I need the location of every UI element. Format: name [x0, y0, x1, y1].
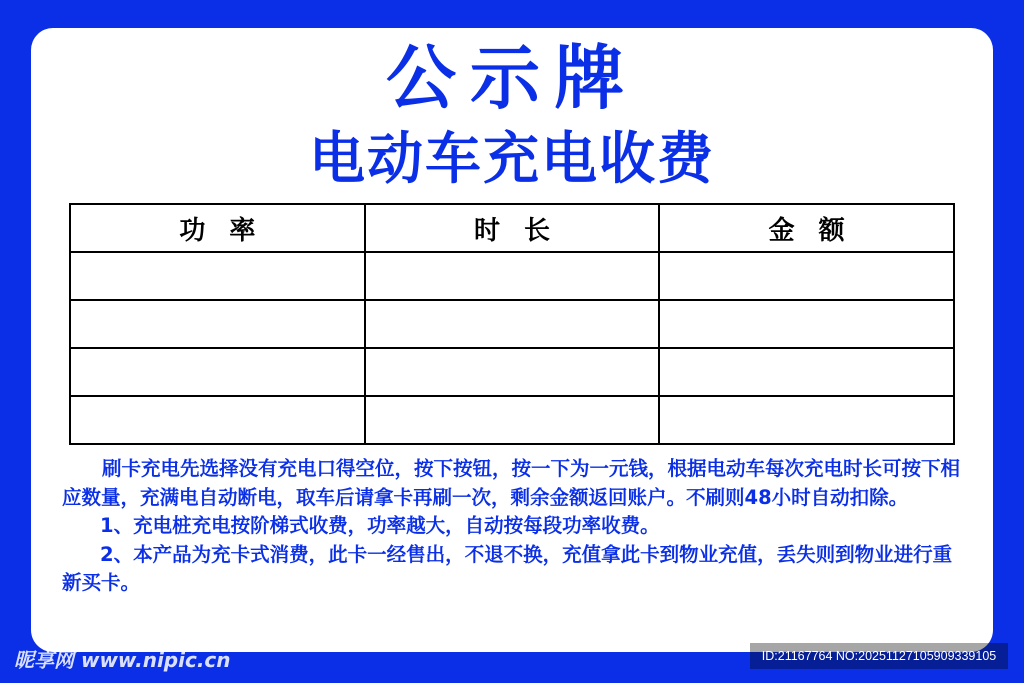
- page-title: 公示牌: [386, 37, 638, 119]
- table-cell: [70, 396, 365, 444]
- table-cell: [70, 252, 365, 300]
- page-subtitle: 电动车充电收费: [309, 127, 715, 192]
- fee-table: [69, 203, 955, 445]
- note-rule-2: 2、本产品为充卡式消费，此卡一经售出，不退不换，充值拿此卡到物业充值，丢失则到物业进行重新买卡。: [62, 542, 953, 594]
- table-row: [70, 396, 954, 444]
- table-cell: [365, 300, 660, 348]
- site-watermark: 昵享网 www.nipic.cn: [14, 648, 231, 672]
- table-cell: [365, 252, 660, 300]
- notes-section: [62, 455, 968, 598]
- table-row: [70, 348, 954, 396]
- header-amount: 金额: [659, 204, 954, 252]
- table-cell: [70, 348, 365, 396]
- table-cell: [659, 348, 954, 396]
- note-rule-1: 1、充电桩充电按阶梯式收费，功率越大，自动按每段功率收费。: [100, 514, 660, 537]
- table-row: [70, 252, 954, 300]
- table-cell: [365, 348, 660, 396]
- table-header-row: [70, 204, 954, 252]
- table-row: [70, 300, 954, 348]
- table-cell: [70, 300, 365, 348]
- table-cell: [365, 396, 660, 444]
- id-watermark: ID:21167764 NO:20251127105909339105: [750, 643, 1008, 669]
- table-cell: [659, 396, 954, 444]
- table-cell: [659, 300, 954, 348]
- note-paragraph: 刷卡充电先选择没有充电口得空位，按下按钮，按一下为一元钱，根据电动车每次充电时长可按下相应数量，充满电自动断电，取车后请拿卡再刷一次，剩余金额返回账户。不刷则48小时自动扣除。: [62, 457, 961, 509]
- table-cell: [659, 252, 954, 300]
- header-duration: 时长: [365, 204, 660, 252]
- header-power: 功率: [70, 204, 365, 252]
